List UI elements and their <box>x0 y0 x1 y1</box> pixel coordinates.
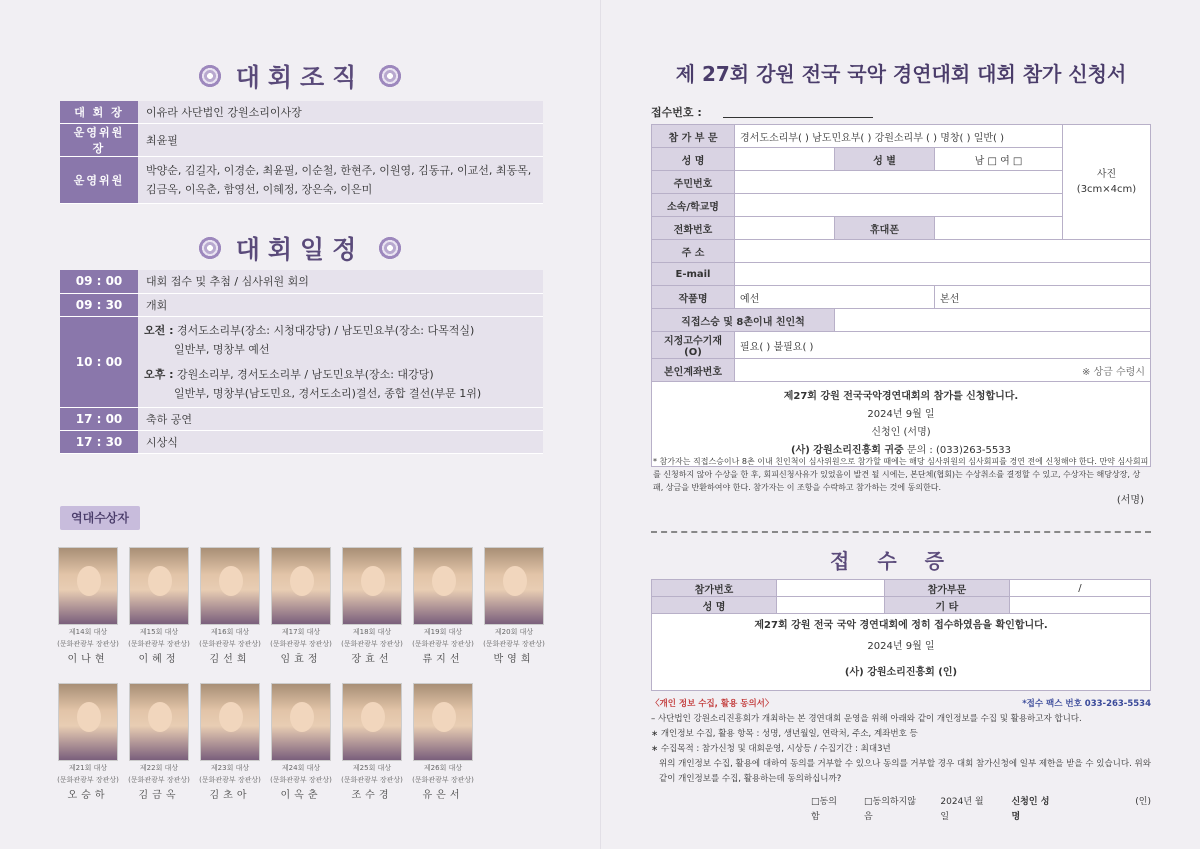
table-row: 주 소 <box>652 240 1151 263</box>
flower-ornament-icon <box>378 236 402 260</box>
right-page <box>600 0 1200 849</box>
winner-card: 제17회 대상 (문화관광부 장관상) 임효정 <box>269 547 333 665</box>
winner-photo <box>271 547 331 625</box>
table-row: 참가번호 참가부문 / <box>652 580 1151 597</box>
winner-card: 제16회 대상 (문화관광부 장관상) 김선희 <box>198 547 262 665</box>
schedule-time: 17 : 00 <box>60 407 138 430</box>
disagree-checkbox[interactable]: □동의하지않음 <box>864 797 916 822</box>
org-value: 이유라 사단법인 강원소리이사장 <box>138 101 543 123</box>
name-field[interactable] <box>735 148 835 171</box>
table-row <box>60 293 543 316</box>
table-row: 직접스승 및 8촌이내 친인척 <box>652 309 1151 332</box>
winner-photo <box>129 683 189 761</box>
winner-photo <box>271 683 331 761</box>
winner-card: 제25회 대상 (문화관광부 장관상) 조수경 <box>340 683 404 801</box>
table-row <box>60 156 543 203</box>
table-row <box>60 407 543 430</box>
org-value: 박양순, 김길자, 이경순, 최윤필, 이순철, 한현주, 이원영, 김동규, 이교선, 최동목, 김금옥, 이옥춘, 함영선, 이혜정, 장은숙, 이은미 <box>138 156 543 203</box>
work-final-field[interactable]: 본선 <box>935 286 1151 309</box>
consent-row: □동의함 □동의하지않음 2024년 월 일 신청인 성명 (인) <box>651 795 1151 825</box>
table-row: E-mail <box>652 263 1151 286</box>
winner-photo <box>413 683 473 761</box>
schedule-text: 축하 공연 <box>138 407 543 430</box>
table-row <box>60 270 543 293</box>
receipt-name-field[interactable] <box>777 597 885 614</box>
org-section-title: 대회조직 <box>0 58 600 94</box>
table-row: 작품명 예선 본선 <box>652 286 1151 309</box>
winner-card: 제14회 대상 (문화관광부 장관상) 이나현 <box>56 547 120 665</box>
winner-card: 제22회 대상 (문화관광부 장관상) 김금옥 <box>127 683 191 801</box>
receipt-number-label: 접수번호 : <box>651 106 702 119</box>
agree-checkbox[interactable]: □동의함 <box>811 797 837 822</box>
winner-card: 제15회 대상 (문화관광부 장관상) 이혜정 <box>127 547 191 665</box>
id-number-field[interactable] <box>735 171 1063 194</box>
winner-card: 제26회 대상 (문화관광부 장관상) 유은서 <box>411 683 475 801</box>
winner-photo <box>342 683 402 761</box>
winner-card: 제20회 대상 (문화관광부 장관상) 박영희 <box>482 547 546 665</box>
schedule-table <box>60 270 543 454</box>
table-row: 전화번호 휴대폰 <box>652 217 1151 240</box>
receipt-body: 제27회 강원 전국 국악 경연대회에 정히 접수하였음을 확인합니다. 2024년 9월 일 (사) 강원소리진흥회 (인) <box>652 614 1151 691</box>
schedule-text: 오전 : 경서도소리부(장소: 시청대강당) / 남도민요부(장소: 다목적실) 일반부, 명창부 예선 오후 : 강원소리부, 경서도소리부 / 남도민요부(장소: 대강당) 일반부, 명창부(남도민요, 경서도소리)결선, 종합 결선(부문 1위) <box>138 316 543 407</box>
winner-photo <box>58 683 118 761</box>
account-field[interactable]: ※ 상금 수령시 <box>735 359 1151 382</box>
photo-box: 사진 (3cm×4cm) <box>1063 125 1151 240</box>
receipt-category-field[interactable]: / <box>1009 580 1150 597</box>
table-row: 성 명 성 별 남 □ 여 □ <box>652 148 1151 171</box>
table-row <box>60 101 543 123</box>
winners-label: 역대수상자 <box>60 506 140 530</box>
phone-field[interactable] <box>735 217 835 240</box>
org-table <box>60 101 543 204</box>
winner-photo <box>342 547 402 625</box>
schedule-time: 10 : 00 <box>60 316 138 407</box>
receipt-etc-field[interactable] <box>1009 597 1150 614</box>
affiliation-field[interactable] <box>735 194 1063 217</box>
teacher-field[interactable] <box>835 309 1151 332</box>
winner-card: 제21회 대상 (문화관광부 장관상) 오승하 <box>56 683 120 801</box>
flower-ornament-icon <box>378 64 402 88</box>
declaration: 제27회 강원 전국국악경연대회의 참가를 신청합니다. 2024년 9월 일 신청인 (서명) (사) 강원소리진흥회 귀중 문의 : (033)263-5533 <box>652 382 1151 467</box>
org-label: 대 회 장 <box>60 101 138 123</box>
receipt-number-field[interactable] <box>723 117 873 118</box>
winner-card: 제24회 대상 (문화관광부 장관상) 이옥춘 <box>269 683 333 801</box>
table-row <box>652 382 1151 467</box>
winner-photo <box>200 547 260 625</box>
table-row <box>60 123 543 156</box>
gender-field[interactable]: 남 □ 여 □ <box>935 148 1063 171</box>
table-row <box>652 614 1151 691</box>
winner-photo <box>129 547 189 625</box>
winner-photo <box>58 547 118 625</box>
schedule-text: 개회 <box>138 293 543 316</box>
flower-ornament-icon <box>198 236 222 260</box>
table-row: 지정고수기재(O) 필요( ) 불필요( ) <box>652 332 1151 359</box>
winner-photo <box>484 547 544 625</box>
category-field[interactable]: 경서도소리부( ) 남도민요부( ) 강원소리부 ( ) 명창( ) 일반( ) <box>735 125 1063 148</box>
org-label: 운영위원장 <box>60 123 138 156</box>
receipt-no-field[interactable] <box>777 580 885 597</box>
schedule-text: 대회 접수 및 추첨 / 심사위원 회의 <box>138 270 543 293</box>
schedule-time: 17 : 30 <box>60 430 138 453</box>
receipt-title: 접수증 <box>830 549 972 573</box>
application-title: 제 27회 강원 전국 국악 경연대회 대회 참가 신청서 <box>675 62 1127 86</box>
work-prelim-field[interactable]: 예선 <box>735 286 935 309</box>
schedule-text: 시상식 <box>138 430 543 453</box>
fax-number: *접수 팩스 번호 033-263-5534 <box>1022 699 1151 709</box>
table-row <box>60 430 543 453</box>
email-field[interactable] <box>735 263 1151 286</box>
schedule-section-title: 대회일정 <box>0 230 600 266</box>
cut-line <box>651 531 1151 533</box>
address-field[interactable] <box>735 240 1151 263</box>
table-row: 참 가 부 문 경서도소리부( ) 남도민요부( ) 강원소리부 ( ) 명창( ) 일반( ) 사진 (3cm×4cm) <box>652 125 1151 148</box>
org-value: 최윤필 <box>138 123 543 156</box>
table-row: 성 명 기 타 <box>652 597 1151 614</box>
flower-ornament-icon <box>198 64 222 88</box>
winner-photo <box>200 683 260 761</box>
winner-card: 제19회 대상 (문화관광부 장관상) 류지선 <box>411 547 475 665</box>
table-row: 주민번호 <box>652 171 1151 194</box>
designated-drummer-field[interactable]: 필요( ) 불필요( ) <box>735 332 1151 359</box>
table-row <box>60 316 543 407</box>
table-row: 소속/학교명 <box>652 194 1151 217</box>
notes-text: * 참가자는 직접스승이나 8촌 이내 친인척이 심사위원으로 참가할 때에는 해당 심사위원의 심사회피를 경연 전에 신청해야 한다. 만약 심사회피를 신청하지 않아 수상을 한 후, 회피신청사유가 있었음이 발견 될 시에는, 본단체(협회)는 수상취소를 결정할 수 있고, 수상자는 해당상장, 상패, 상금을 반환하여야 한다. 참가자는 이 조항을 수락하고 참가하는 것에 동의한다. <box>653 457 1149 492</box>
org-label: 운영위원 <box>60 156 138 203</box>
table-row: 본인계좌번호 ※ 상금 수령시 <box>652 359 1151 382</box>
receipt-table <box>651 579 1151 691</box>
mobile-field[interactable] <box>935 217 1063 240</box>
application-form <box>651 124 1151 467</box>
schedule-time: 09 : 30 <box>60 293 138 316</box>
winner-card: 제18회 대상 (문화관광부 장관상) 장효선 <box>340 547 404 665</box>
notes-signature: (서명) <box>1116 495 1144 506</box>
winner-photo <box>413 547 473 625</box>
privacy-consent: 〈개인 정보 수집, 활용 동의서〉 *접수 팩스 번호 033-263-5534 – 사단법인 강원소리진흥회가 개최하는 본 경연대회 운영을 위해 아래와 같이 개인정보를 수집 및 활용하고자 합니다. ∗ 개인정보 수집, 활용 항목 : 성명, 생년월일, 연락처, 주소, 계좌번호 등 ∗ 수집목적 : 참가신청 및 대회운영, 시상등 / 수집기간 : 최대3년 위의 개인정보 수집, 활용에 대하여 동의를 거부할 수 있으나 동의를 거부할 경우 대회 참가신청에 일부 제한을 받을 수 있습니다. 위와 같이 개인정보를 수집, 활용하는데 동의하십니까? □동의함 □동의하지않음 2024년 월 일 신청인 성명 (인) <box>651 697 1151 825</box>
schedule-time: 09 : 00 <box>60 270 138 293</box>
winner-card: 제23회 대상 (문화관광부 장관상) 김초아 <box>198 683 262 801</box>
